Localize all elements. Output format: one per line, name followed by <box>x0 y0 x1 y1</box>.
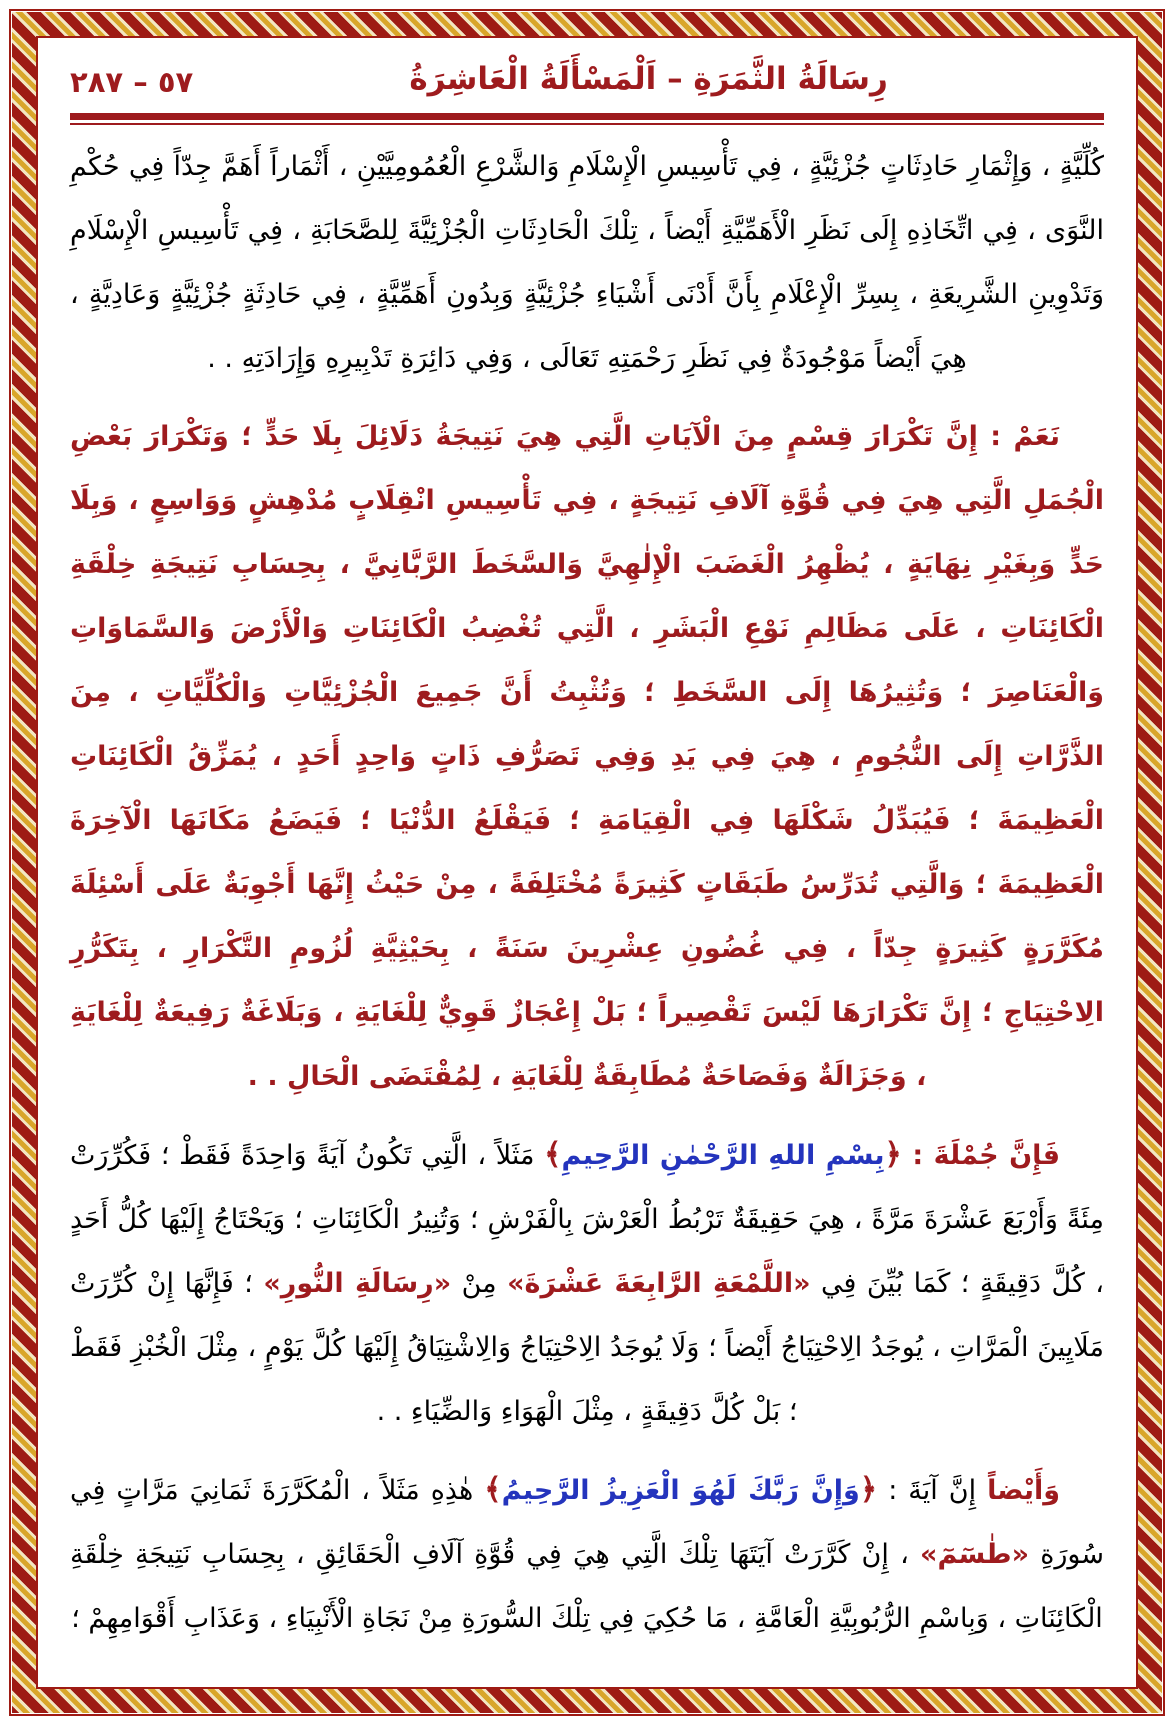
paragraph-verse-example <box>70 1458 1104 1651</box>
quran-verse-basmala: بِسْمِ اللهِ الرَّحْمٰنِ الرَّحِيمِ <box>561 1140 885 1172</box>
header-divider <box>70 113 1104 125</box>
quran-verse-aziz-rahim: وَإِنَّ رَبَّكَ لَهُوَ الْعَزِيزُ الرَّحِيمُ <box>501 1475 860 1507</box>
paragraph-basmala <box>70 1123 1104 1444</box>
ornamental-border <box>12 12 1162 1713</box>
divider-thick-line <box>70 113 1104 120</box>
lead-in-text: وَأَيْضاً <box>987 1475 1060 1507</box>
book-reference-risale: «رِسَالَةِ النُّورِ» <box>263 1268 452 1300</box>
body-text: ؛ فَإِنَّهَا إِنْ كُرِّرَتْ مَلَايِينَ الْمَرَّاتِ ، يُوجَدُ الِاحْتِيَاجُ أَيْضاً ؛ وَلَا يُوجَدُ الِاحْتِيَاجُ وَالِاشْتِيَاقُ إِلَيْهَا كُلَّ يَوْمٍ ، مِثْلَ الْخُبْزِ فَقَطْ ؛ بَلْ كُلَّ دَقِيقَةٍ ، مِثْلَ الْهَوَاءِ وَالضِّيَاءِ . . <box>70 1268 1104 1428</box>
paragraph-red-naam <box>70 405 1104 1109</box>
ornate-open-bracket: ﴿ <box>884 1137 902 1173</box>
body-text: ، إِنْ كَرَّرَتْ آيَتَهَا تِلْكَ الَّتِي هِيَ فِي قُوَّةِ آلَافِ الْحَقَائِقِ ، بِحِسَابِ نَتِيجَةِ خِلْقَةِ الْكَائِنَاتِ ، وَبِاسْمِ الرُّبُوبِيَّةِ الْعَامَّةِ ، مَا حُكِيَ فِي تِلْكَ السُّورَةِ مِنْ نَجَاةِ الْأَنْبِيَاءِ ، وَعَذَابِ أَقْوَامِهِمْ ؛ <box>70 1539 1103 1635</box>
surah-reference-tasinmim: «طٰسٓمٓ» <box>920 1539 1030 1571</box>
paragraph-continuation <box>70 135 1104 391</box>
body-text: مَثَلاً ، الَّتِي تَكُونُ آيَةً وَاحِدَةً فَقَطْ ؛ فَكُرِّرَتْ مِئَةً وَأَرْبَعَ عَشْرَةَ مَرَّةً ، هِيَ حَقِيقَةٌ تَرْبُطُ الْعَرْشَ بِالْفَرْشِ ؛ وَتُنِيرُ الْكَائِنَاتِ ؛ وَيَحْتَاجُ إِلَيْهَا كُلُّ أَحَدٍ ، كُلَّ دَقِيقَةٍ ؛ كَمَا بُيِّنَ فِي <box>70 1140 1104 1300</box>
body-text: كُلِّيَّةٍ ، وَإِثْمَارِ حَادِثَاتٍ جُزْئِيَّةٍ ، فِي تَأْسِيسِ الْإِسْلَامِ وَالشَّرْعِ الْعُمُومِيَّيْنِ ، أَثْمَاراً أَهَمَّ جِدّاً فِي حُكْمِ النَّوَى ، فِي اتِّخَاذِهِ إِلَى نَظَرِ الْأَهَمِّيَّةِ أَيْضاً ، تِلْكَ الْحَادِثَاتِ الْجُزْئِيَّةَ لِلصَّحَابَةِ ، فِي تَأْسِيسِ الْإِسْلَامِ وَتَدْوِينِ الشَّرِيعَةِ ، بِسِرِّ الْإِعْلَامِ بِأَنَّ أَدْنَى أَشْيَاءِ جُزْئِيَّةٍ وَبِدُونِ أَهَمِّيَّةٍ ، فِي حَادِثَةٍ جُزْئِيَّةٍ وَعَادِيَّةٍ ، هِيَ أَيْضاً مَوْجُودَةٌ فِي نَظَرِ رَحْمَتِهِ تَعَالَى ، وَفِي دَائِرَةِ تَدْبِيرِهِ وَإِرَادَتِهِ . . <box>70 151 1104 375</box>
book-reference-flash: «اللَّمْعَةِ الرَّابِعَةَ عَشْرَةَ» <box>507 1268 811 1300</box>
ornate-close-bracket: ﴾ <box>484 1472 502 1508</box>
emphasized-text: نَعَمْ : إِنَّ تَكْرَارَ قِسْمٍ مِنَ الْآيَاتِ الَّتِي هِيَ نَتِيجَةُ دَلَائِلَ بِلَا حَدٍّ ؛ وَتَكْرَارَ بَعْضِ الْجُمَلِ الَّتِي هِيَ فِي قُوَّةِ آلَافِ نَتِيجَةٍ ، فِي تَأْسِيسِ انْقِلَابٍ مُدْهِشٍ وَوَاسِعٍ ، وَبِلَا حَدٍّ وَبِغَيْرِ نِهَايَةٍ ، يُظْهِرُ الْغَضَبَ الْإِلٰهِيَّ وَالسَّخَطَ الرَّبَّانِيَّ ، بِحِسَابِ نَتِيجَةِ خِلْقَةِ الْكَائِنَاتِ ، عَلَى مَظَالِمِ نَوْعِ الْبَشَرِ ، الَّتِي تُغْضِبُ الْكَائِنَاتِ وَالْأَرْضَ وَالسَّمَاوَاتِ وَالْعَنَاصِرَ ؛ وَتُثِيرُهَا إِلَى السَّخَطِ ؛ وَتُثْبِتُ أَنَّ جَمِيعَ الْجُزْئِيَّاتِ وَالْكُلِّيَّاتِ ، مِنَ الذَّرَّاتِ إِلَى النُّجُومِ ، هِيَ فِي يَدِ وَفِي تَصَرُّفِ ذَاتٍ وَاحِدٍ أَحَدٍ ، يُمَزِّقُ الْكَائِنَاتِ الْعَظِيمَةَ ؛ فَيُبَدِّلُ شَكْلَهَا فِي الْقِيَامَةِ ؛ فَيَقْلَعُ الدُّنْيَا ؛ فَيَضَعُ مَكَانَهَا الْآخِرَةَ الْعَظِيمَةَ ؛ وَالَّتِي تُدَرِّسُ طَبَقَاتٍ كَثِيرَةً مُخْتَلِفَةً ، مِنْ حَيْثُ إِنَّهَا أَجْوِبَةٌ عَلَى أَسْئِلَةَ مُكَرَّرَةٍ كَثِيرَةٍ جِدّاً ، فِي غُضُونِ عِشْرِينَ سَنَةً ، بِحَيْثِيَّةِ لُزُومِ التَّكْرَارِ ، بِتَكَرُّرِ الِاحْتِيَاجِ ؛ إِنَّ تَكْرَارَهَا لَيْسَ تَقْصِيراً ؛ بَلْ إِعْجَازٌ قَوِيٌّ لِلْغَايَةِ ، وَبَلَاغَةٌ رَفِيعَةٌ لِلْغَايَةِ ، وَجَزَالَةٌ وَفَصَاحَةٌ مُطَابِقَةٌ لِلْغَايَةِ ، لِمُقْتَضَى الْحَالِ . . <box>70 421 1104 1093</box>
lead-in-text: فَإِنَّ جُمْلَةَ : <box>901 1140 1060 1172</box>
ornate-close-bracket: ﴾ <box>544 1137 562 1173</box>
document-body <box>70 135 1104 1651</box>
page-header <box>70 58 1104 101</box>
ornate-open-bracket: ﴿ <box>859 1472 878 1508</box>
divider-thin-line <box>70 123 1104 125</box>
page-number: ٥٧ – ٢٨٧ <box>70 65 194 100</box>
body-text: إِنَّ آيَةَ : <box>877 1475 988 1507</box>
page-title: رِسَالَةُ الثَّمَرَةِ – اَلْمَسْأَلَةُ الْعَاشِرَةُ <box>409 61 888 97</box>
body-text: هٰذِهِ مَثَلاً ، الْمُكَرَّرَةَ ثَمَانِيَ مَرَّاتٍ فِي سُورَةِ <box>70 1475 1104 1571</box>
body-text: مِنْ <box>451 1268 508 1300</box>
